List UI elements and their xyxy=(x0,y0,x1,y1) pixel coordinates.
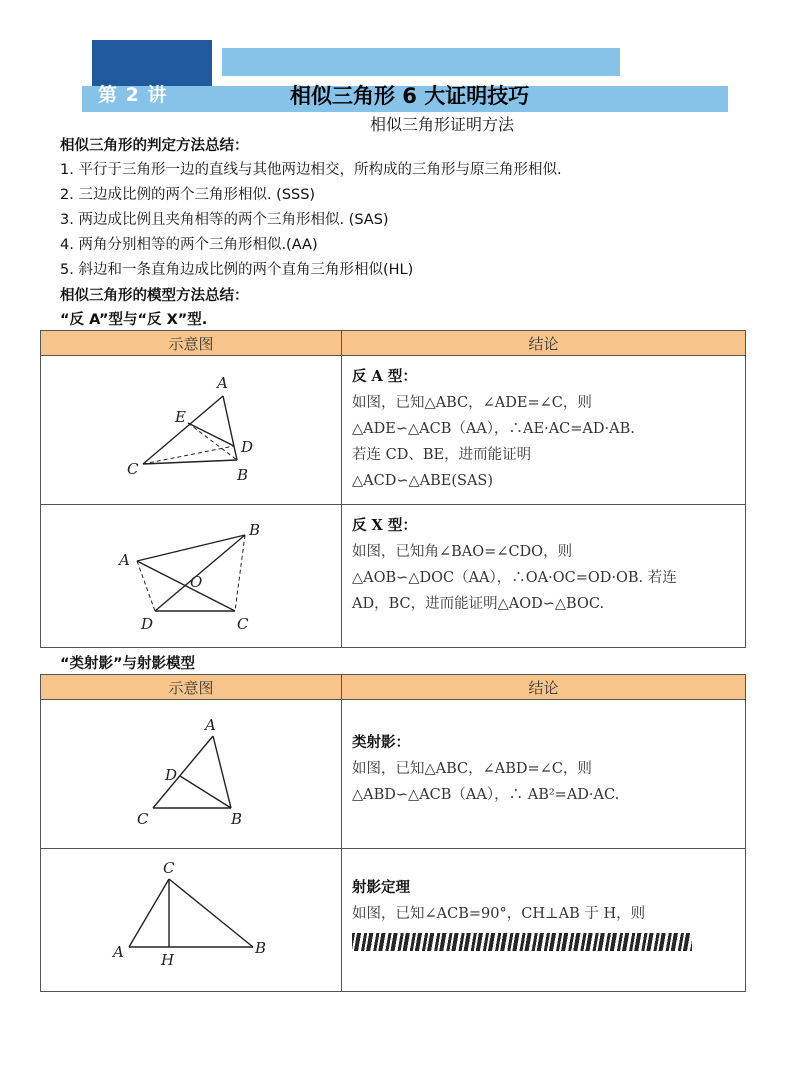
point-label-b: B xyxy=(249,521,261,539)
model-title: 反 X 型： xyxy=(352,517,417,534)
diagram-cell xyxy=(41,505,342,648)
col-conclusion-header: 结论 xyxy=(342,331,746,356)
point-label-h: H xyxy=(161,951,175,969)
models-heading: 相似三角形的模型方法总结： xyxy=(60,288,249,304)
reverse-x-diagram xyxy=(41,505,341,647)
conclusion-line: 如图，已知△ABC，∠ABD=∠C，则 xyxy=(352,761,592,777)
table-row xyxy=(41,505,746,648)
table-row xyxy=(41,700,746,849)
model-title: 射影定理 xyxy=(352,879,410,896)
judgement-item: 2. 三边成比例的两个三角形相似. (SSS) xyxy=(60,187,316,203)
conclusion-cell xyxy=(342,700,746,849)
point-label-d: D xyxy=(141,615,154,633)
conclusion-line: △ACD∽△ABE(SAS) xyxy=(352,473,494,489)
col-conclusion-header: 结论 xyxy=(342,675,746,700)
judgement-item: 4. 两角分别相等的两个三角形相似.(AA) xyxy=(60,237,318,253)
judgement-item: 3. 两边成比例且夹角相等的两个三角形相似. (SAS) xyxy=(60,212,389,228)
point-label-b: B xyxy=(255,939,267,957)
conclusion-line: 如图，已知△ABC，∠ADE=∠C，则 xyxy=(352,395,592,411)
point-label-a: A xyxy=(217,374,228,392)
conclusion-line: 如图，已知∠ACB=90°，CH⊥AB 于 H，则 xyxy=(352,906,646,922)
judgement-item: 5. 斜边和一条直角边成比例的两个直角三角形相似(HL) xyxy=(60,262,414,278)
model-title: 类射影： xyxy=(352,734,410,751)
diagram-cell xyxy=(41,356,342,505)
model-table-2 xyxy=(40,674,746,992)
conclusion-line: △ADE∽△ACB（AA），∴AE·AC=AD·AB. xyxy=(352,421,635,437)
conclusion-cell xyxy=(342,505,746,648)
lecture-number: 第 2 讲 xyxy=(98,84,168,106)
table-row xyxy=(41,356,746,505)
models-subheading-1: “反 A”型与“反 X”型. xyxy=(60,312,208,328)
point-label-a: A xyxy=(113,943,124,961)
conclusion-cell xyxy=(342,356,746,505)
reverse-a-diagram xyxy=(41,356,341,504)
judgement-heading: 相似三角形的判定方法总结： xyxy=(60,138,249,154)
judgement-item: 1. 平行于三角形一边的直线与其他两边相交，所构成的三角形与原三角形相似. xyxy=(60,162,562,178)
conclusion-line: AD，BC，进而能证明△AOD∽△BOC. xyxy=(352,596,605,612)
model-table-1 xyxy=(40,330,746,648)
diagram-cell xyxy=(41,849,342,992)
conclusion-line: 若连 CD、BE，进而能证明 xyxy=(352,447,532,463)
col-diagram-header: 示意图 xyxy=(41,675,342,700)
point-label-a: A xyxy=(205,716,216,734)
point-label-b: B xyxy=(237,466,249,484)
point-label-a: A xyxy=(119,551,130,569)
page-subtitle: 相似三角形证明方法 xyxy=(370,115,515,134)
projection-theorem-diagram xyxy=(41,849,341,991)
conclusion-cell xyxy=(342,849,746,992)
conclusion-line: △ABD∽△ACB（AA），∴ AB²=AD·AC. xyxy=(352,787,620,803)
point-label-c: C xyxy=(127,460,139,478)
models-subheading-2: “类射影”与射影模型 xyxy=(60,656,196,672)
point-label-e: E xyxy=(175,408,186,426)
point-label-o: O xyxy=(190,573,203,591)
conclusion-line: 如图，已知角∠BAO=∠CDO，则 xyxy=(352,544,573,560)
point-label-c: C xyxy=(237,615,249,633)
quasi-projection-diagram xyxy=(41,700,341,848)
header-banner-light-top xyxy=(222,48,620,76)
point-label-d: D xyxy=(241,438,254,456)
point-label-c: C xyxy=(137,810,149,828)
point-label-b: B xyxy=(231,810,243,828)
table-row xyxy=(41,849,746,992)
point-label-c: C xyxy=(163,859,175,877)
model-title: 反 A 型： xyxy=(352,368,417,385)
col-diagram-header: 示意图 xyxy=(41,331,342,356)
page-title: 相似三角形 6 大证明技巧 xyxy=(290,84,530,108)
point-label-d: D xyxy=(165,766,178,784)
diagram-cell xyxy=(41,700,342,849)
conclusion-line: △AOB∽△DOC（AA），∴OA·OC=OD·OB. 若连 xyxy=(352,570,677,586)
redacted-scribble xyxy=(352,933,692,951)
